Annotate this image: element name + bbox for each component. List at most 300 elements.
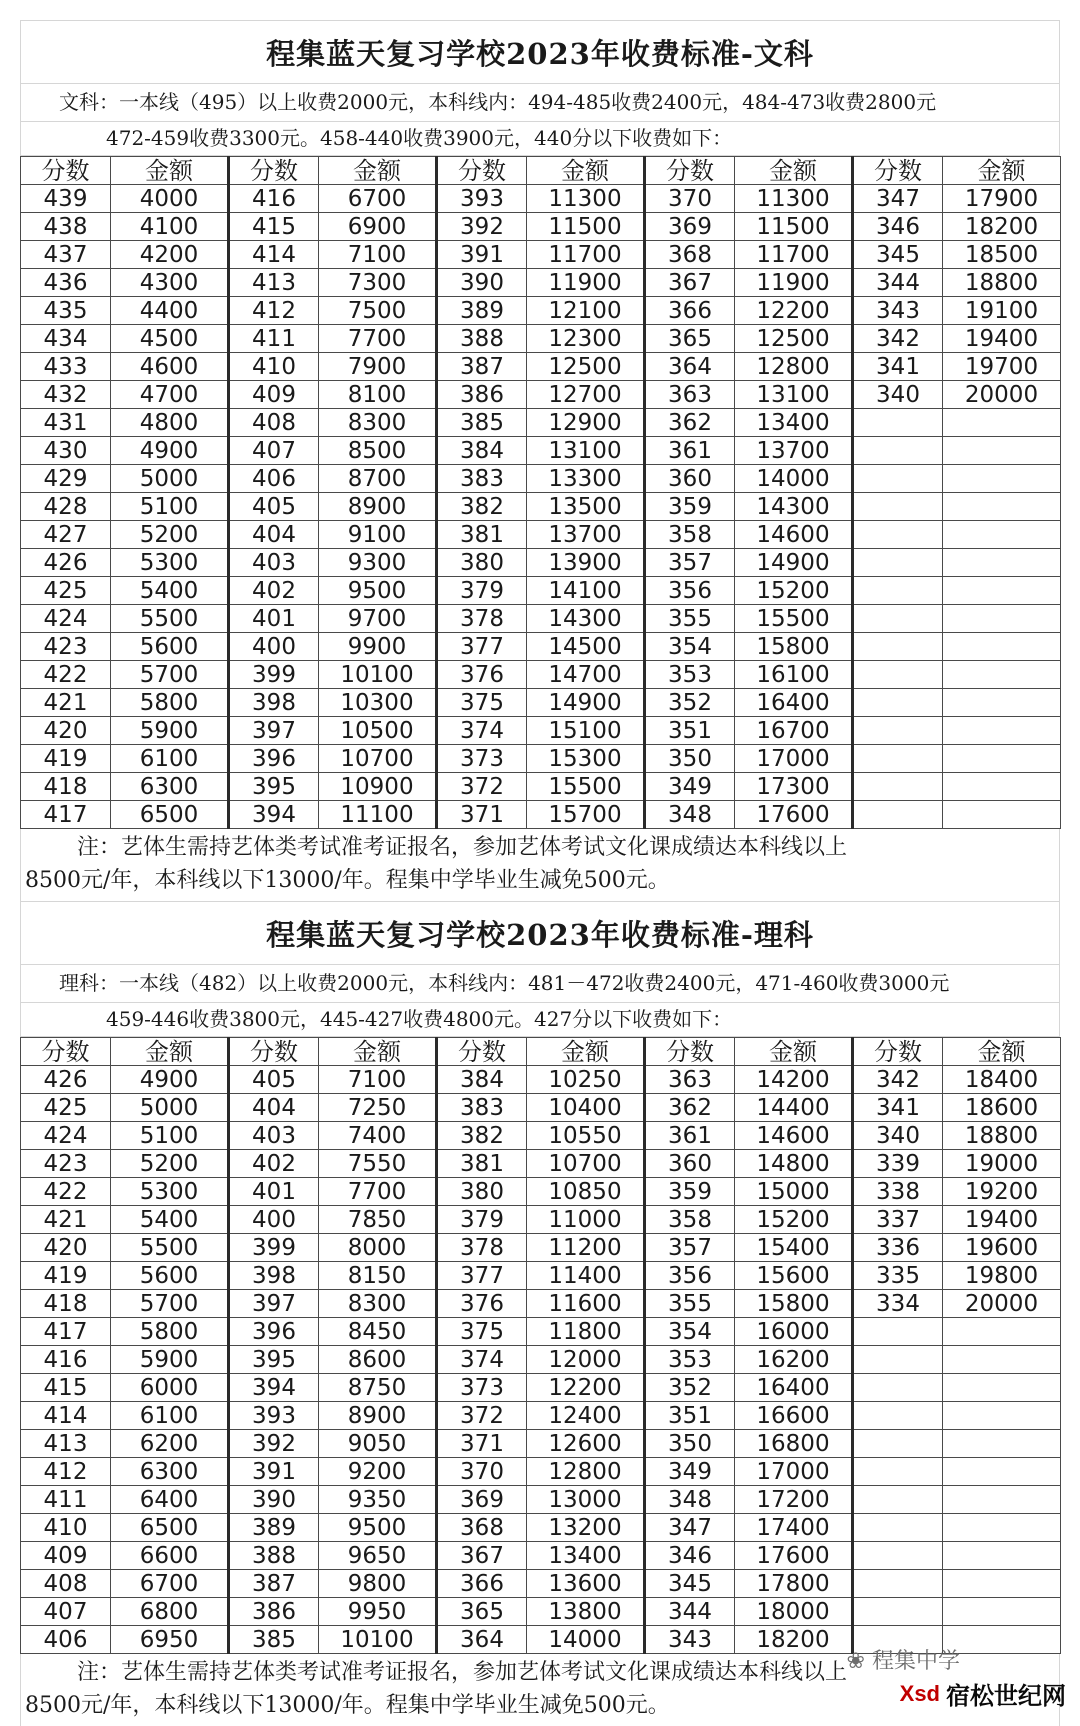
score-cell: 356 [645,1262,735,1290]
amount-cell: 6300 [111,1458,229,1486]
amount-cell: 13400 [527,1542,645,1570]
score-cell: 381 [437,1150,527,1178]
amount-cell: 16700 [735,717,853,745]
score-cell: 385 [437,409,527,437]
score-cell: 423 [21,1150,111,1178]
amount-cell: 5800 [111,689,229,717]
amount-cell [943,521,1061,549]
amount-cell: 6100 [111,1402,229,1430]
amount-cell: 13100 [527,437,645,465]
score-cell: 366 [645,297,735,325]
table-row [21,1094,1061,1122]
amount-cell: 10900 [319,773,437,801]
amount-cell: 8000 [319,1234,437,1262]
score-cell: 420 [21,1234,111,1262]
table-row [21,1514,1061,1542]
score-cell: 362 [645,1094,735,1122]
amount-cell: 5600 [111,633,229,661]
score-cell: 428 [21,493,111,521]
amount-cell: 14200 [735,1066,853,1094]
arts-note-line1: 注：艺体生需持艺体类考试准考证报名，参加艺体考试文化课成绩达本科线以上 [77,835,848,860]
amount-cell: 12700 [527,381,645,409]
column-header-score: 分数 [21,157,111,185]
score-cell: 376 [437,1290,527,1318]
table-row [21,1234,1061,1262]
score-cell [853,577,943,605]
amount-cell [943,549,1061,577]
amount-cell: 4700 [111,381,229,409]
score-cell [853,1430,943,1458]
score-cell: 425 [21,1094,111,1122]
score-cell: 382 [437,1122,527,1150]
table-row [21,661,1061,689]
column-header-amount: 金额 [527,157,645,185]
score-cell: 347 [645,1514,735,1542]
amount-cell: 15400 [735,1234,853,1262]
amount-cell [943,633,1061,661]
score-cell: 415 [21,1374,111,1402]
amount-cell: 6500 [111,1514,229,1542]
amount-cell: 5000 [111,465,229,493]
amount-cell [943,1374,1061,1402]
score-cell: 407 [21,1598,111,1626]
amount-cell: 13600 [527,1570,645,1598]
score-cell: 343 [645,1626,735,1654]
amount-cell [943,717,1061,745]
score-cell [853,1514,943,1542]
score-cell: 414 [21,1402,111,1430]
score-cell: 364 [645,353,735,381]
score-cell: 398 [229,1262,319,1290]
amount-cell: 16000 [735,1318,853,1346]
score-cell: 383 [437,465,527,493]
amount-cell: 14600 [735,521,853,549]
score-cell: 385 [229,1626,319,1654]
score-cell: 392 [229,1430,319,1458]
amount-cell: 8900 [319,1402,437,1430]
amount-cell: 9100 [319,521,437,549]
score-cell [853,437,943,465]
amount-cell: 10250 [527,1066,645,1094]
amount-cell [943,801,1061,829]
table-row [21,325,1061,353]
table-row [21,577,1061,605]
score-cell: 419 [21,1262,111,1290]
column-header-score: 分数 [229,1038,319,1066]
score-cell: 376 [437,661,527,689]
table-row [21,1150,1061,1178]
score-cell: 372 [437,773,527,801]
amount-cell: 14100 [527,577,645,605]
amount-cell: 12500 [735,325,853,353]
table-row [21,493,1061,521]
score-cell: 384 [437,1066,527,1094]
score-cell: 335 [853,1262,943,1290]
amount-cell [943,577,1061,605]
amount-cell: 7700 [319,325,437,353]
score-cell: 400 [229,1206,319,1234]
score-cell [853,745,943,773]
score-cell [853,1346,943,1374]
amount-cell: 13900 [527,549,645,577]
score-cell: 352 [645,1374,735,1402]
score-cell: 393 [229,1402,319,1430]
score-cell: 364 [437,1626,527,1654]
amount-cell: 17300 [735,773,853,801]
score-cell: 347 [853,185,943,213]
score-cell: 411 [229,325,319,353]
score-cell: 366 [437,1570,527,1598]
amount-cell: 9900 [319,633,437,661]
amount-cell: 5800 [111,1318,229,1346]
score-cell: 354 [645,1318,735,1346]
score-cell: 380 [437,549,527,577]
score-cell: 378 [437,1234,527,1262]
score-cell: 409 [229,381,319,409]
amount-cell: 9350 [319,1486,437,1514]
amount-cell: 8700 [319,465,437,493]
amount-cell: 5400 [111,577,229,605]
column-header-score: 分数 [229,157,319,185]
amount-cell: 11900 [735,269,853,297]
score-cell: 391 [437,241,527,269]
table-row [21,1262,1061,1290]
table-row [21,801,1061,829]
table-row [21,745,1061,773]
score-cell: 439 [21,185,111,213]
score-cell: 421 [21,689,111,717]
table-row [21,689,1061,717]
score-cell: 383 [437,1094,527,1122]
amount-cell: 13500 [527,493,645,521]
table-row [21,1430,1061,1458]
score-cell: 360 [645,465,735,493]
amount-cell: 10850 [527,1178,645,1206]
amount-cell: 15300 [527,745,645,773]
score-cell: 371 [437,1430,527,1458]
amount-cell: 15800 [735,1290,853,1318]
amount-cell: 18600 [943,1094,1061,1122]
amount-cell: 12000 [527,1346,645,1374]
score-cell: 394 [229,1374,319,1402]
amount-cell: 6000 [111,1374,229,1402]
amount-cell: 14900 [527,689,645,717]
amount-cell: 10500 [319,717,437,745]
score-cell: 344 [645,1598,735,1626]
amount-cell: 8100 [319,381,437,409]
score-cell [853,1486,943,1514]
amount-cell: 19400 [943,1206,1061,1234]
amount-cell: 14400 [735,1094,853,1122]
amount-cell: 7700 [319,1178,437,1206]
score-cell: 423 [21,633,111,661]
score-cell: 368 [437,1514,527,1542]
amount-cell: 8300 [319,1290,437,1318]
amount-cell [943,689,1061,717]
score-cell: 401 [229,1178,319,1206]
score-cell [853,465,943,493]
arts-note [20,829,1060,901]
table-row [21,1066,1061,1094]
table-row [21,1318,1061,1346]
score-cell: 407 [229,437,319,465]
table-row [21,269,1061,297]
table-row [21,1290,1061,1318]
score-cell: 396 [229,1318,319,1346]
amount-cell: 5200 [111,521,229,549]
amount-cell: 14300 [735,493,853,521]
score-cell: 387 [437,353,527,381]
score-cell: 355 [645,1290,735,1318]
science-fee-table [20,1037,1061,1654]
score-cell: 391 [229,1458,319,1486]
score-cell: 362 [645,409,735,437]
amount-cell: 19100 [943,297,1061,325]
science-note-line1: 注：艺体生需持艺体类考试准考证报名，参加艺体考试文化课成绩达本科线以上 [77,1660,848,1685]
score-cell: 424 [21,605,111,633]
score-cell: 386 [437,381,527,409]
score-cell: 395 [229,773,319,801]
score-cell: 424 [21,1122,111,1150]
score-cell: 394 [229,801,319,829]
score-cell: 363 [645,1066,735,1094]
amount-cell [943,1318,1061,1346]
amount-cell: 13300 [527,465,645,493]
amount-cell: 11000 [527,1206,645,1234]
score-cell: 348 [645,1486,735,1514]
column-header-score: 分数 [853,1038,943,1066]
amount-cell: 4800 [111,409,229,437]
table-row [21,1374,1061,1402]
arts-note-line2: 8500元/年，本科线以下13000/年。程集中学毕业生减免500元。 [25,868,670,893]
column-header-amount: 金额 [319,157,437,185]
table-row [21,521,1061,549]
amount-cell: 5100 [111,493,229,521]
score-cell: 344 [853,269,943,297]
amount-cell: 14700 [527,661,645,689]
table-row [21,185,1061,213]
score-cell: 398 [229,689,319,717]
column-header-amount: 金额 [943,157,1061,185]
score-cell: 417 [21,1318,111,1346]
amount-cell: 12900 [527,409,645,437]
amount-cell: 9500 [319,1514,437,1542]
score-cell [853,801,943,829]
score-cell: 418 [21,773,111,801]
table-row [21,1346,1061,1374]
amount-cell: 14600 [735,1122,853,1150]
arts-title: 程集蓝天复习学校2023年收费标准-文科 [20,20,1060,84]
amount-cell: 20000 [943,1290,1061,1318]
amount-cell [943,661,1061,689]
table-row [21,1486,1061,1514]
score-cell: 419 [21,745,111,773]
amount-cell: 6700 [319,185,437,213]
amount-cell: 18200 [735,1626,853,1654]
amount-cell: 8600 [319,1346,437,1374]
amount-cell: 6400 [111,1486,229,1514]
amount-cell: 14000 [735,465,853,493]
score-cell: 415 [229,213,319,241]
score-cell: 341 [853,353,943,381]
amount-cell: 15800 [735,633,853,661]
score-cell: 377 [437,1262,527,1290]
score-cell: 350 [645,745,735,773]
amount-cell: 13700 [735,437,853,465]
amount-cell: 5200 [111,1150,229,1178]
table-header-row [21,1038,1061,1066]
score-cell [853,717,943,745]
table-row [21,1402,1061,1430]
score-cell [853,605,943,633]
table-row [21,1542,1061,1570]
amount-cell: 17600 [735,1542,853,1570]
score-cell: 359 [645,1178,735,1206]
score-cell: 374 [437,717,527,745]
score-cell: 406 [21,1626,111,1654]
score-cell: 387 [229,1570,319,1598]
score-cell: 370 [437,1458,527,1486]
column-header-score: 分数 [21,1038,111,1066]
score-cell: 358 [645,521,735,549]
amount-cell: 15500 [735,605,853,633]
amount-cell: 12800 [527,1458,645,1486]
score-cell: 435 [21,297,111,325]
score-cell [853,1570,943,1598]
score-cell: 346 [853,213,943,241]
table-row [21,1598,1061,1626]
score-cell [853,661,943,689]
score-cell [853,521,943,549]
amount-cell: 17600 [735,801,853,829]
amount-cell [943,773,1061,801]
column-header-score: 分数 [437,157,527,185]
column-header-amount: 金额 [735,157,853,185]
score-cell: 426 [21,549,111,577]
score-cell: 351 [645,717,735,745]
arts-intro-line1: 文科：一本线（495）以上收费2000元，本科线内：494-485收费2400元，484-473收费2800元 [20,84,1060,122]
score-cell: 402 [229,577,319,605]
score-cell: 408 [21,1570,111,1598]
amount-cell: 16100 [735,661,853,689]
score-cell: 403 [229,549,319,577]
watermark-channel-name: 程集中学 [871,1649,960,1674]
amount-cell: 17900 [943,185,1061,213]
amount-cell: 14000 [527,1626,645,1654]
amount-cell: 13100 [735,381,853,409]
score-cell: 393 [437,185,527,213]
score-cell: 395 [229,1346,319,1374]
amount-cell: 13700 [527,521,645,549]
table-row [21,1122,1061,1150]
score-cell: 426 [21,1066,111,1094]
amount-cell: 18000 [735,1598,853,1626]
amount-cell: 15500 [527,773,645,801]
score-cell: 365 [437,1598,527,1626]
column-header-amount: 金额 [111,1038,229,1066]
score-cell: 357 [645,1234,735,1262]
amount-cell: 10400 [527,1094,645,1122]
score-cell: 379 [437,577,527,605]
table-row [21,353,1061,381]
table-row [21,437,1061,465]
score-cell: 406 [229,465,319,493]
amount-cell: 19000 [943,1150,1061,1178]
amount-cell: 7550 [319,1150,437,1178]
score-cell: 417 [21,801,111,829]
science-title: 程集蓝天复习学校2023年收费标准-理科 [20,901,1060,965]
amount-cell: 19800 [943,1262,1061,1290]
score-cell: 433 [21,353,111,381]
amount-cell: 11500 [527,213,645,241]
amount-cell: 10700 [319,745,437,773]
amount-cell: 13400 [735,409,853,437]
amount-cell: 5100 [111,1122,229,1150]
column-header-score: 分数 [645,157,735,185]
score-cell: 370 [645,185,735,213]
amount-cell: 4300 [111,269,229,297]
amount-cell: 16400 [735,1374,853,1402]
amount-cell [943,1458,1061,1486]
amount-cell: 10300 [319,689,437,717]
score-cell: 390 [437,269,527,297]
amount-cell: 5700 [111,661,229,689]
amount-cell: 6800 [111,1598,229,1626]
amount-cell: 9800 [319,1570,437,1598]
score-cell: 354 [645,633,735,661]
amount-cell: 15000 [735,1178,853,1206]
amount-cell: 6700 [111,1570,229,1598]
score-cell: 402 [229,1150,319,1178]
score-cell: 371 [437,801,527,829]
score-cell: 414 [229,241,319,269]
amount-cell: 17000 [735,745,853,773]
table-row [21,717,1061,745]
amount-cell: 10550 [527,1122,645,1150]
amount-cell: 15200 [735,1206,853,1234]
score-cell: 404 [229,521,319,549]
score-cell [853,493,943,521]
amount-cell: 17000 [735,1458,853,1486]
score-cell: 422 [21,1178,111,1206]
table-row [21,633,1061,661]
amount-cell [943,465,1061,493]
amount-cell: 7500 [319,297,437,325]
amount-cell: 5300 [111,1178,229,1206]
score-cell: 375 [437,1318,527,1346]
amount-cell: 11600 [527,1290,645,1318]
table-row [21,409,1061,437]
amount-cell: 9700 [319,605,437,633]
amount-cell [943,1542,1061,1570]
amount-cell: 15100 [527,717,645,745]
score-cell [853,1318,943,1346]
score-cell: 352 [645,689,735,717]
amount-cell: 19200 [943,1178,1061,1206]
amount-cell: 7100 [319,1066,437,1094]
amount-cell: 11700 [527,241,645,269]
amount-cell: 18500 [943,241,1061,269]
score-cell: 388 [229,1542,319,1570]
score-cell: 412 [229,297,319,325]
amount-cell: 7100 [319,241,437,269]
score-cell: 410 [21,1514,111,1542]
column-header-amount: 金额 [943,1038,1061,1066]
score-cell: 367 [437,1542,527,1570]
score-cell: 413 [21,1430,111,1458]
amount-cell: 5500 [111,1234,229,1262]
amount-cell: 11200 [527,1234,645,1262]
